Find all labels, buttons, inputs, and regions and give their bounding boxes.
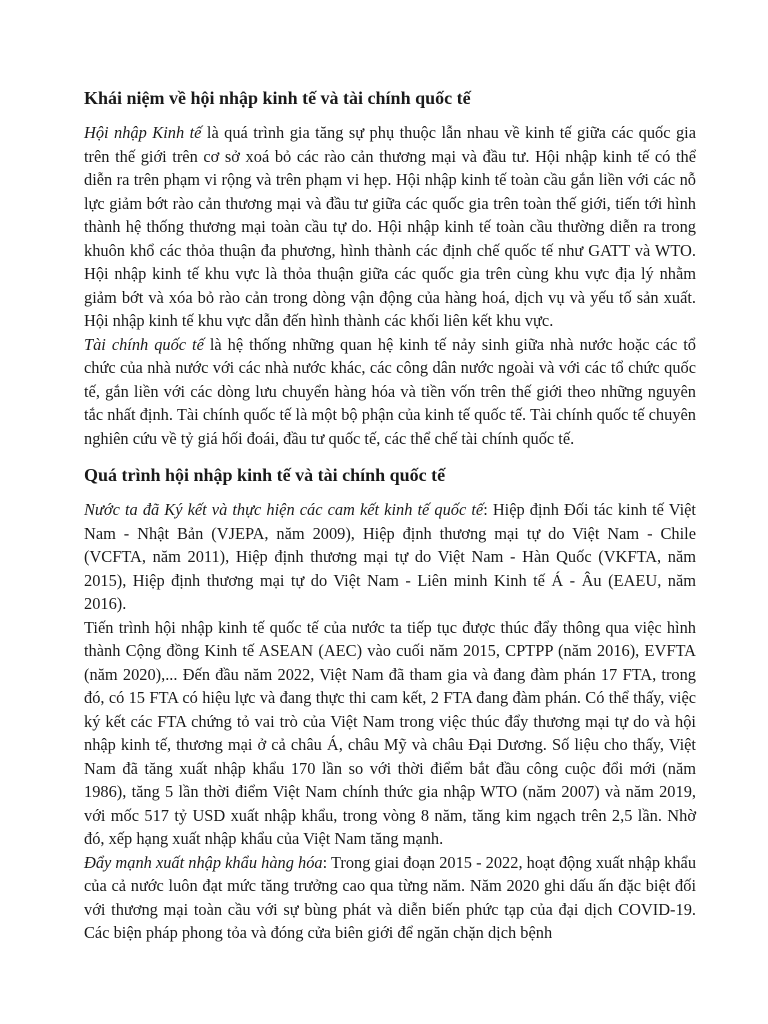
paragraph-commitments xyxy=(84,498,696,616)
paragraph-text: : Hiệp định Đối tác kinh tế Việt Nam - Nhật Bản (VJEPA, năm 2009), Hiệp định thương mại tự do Việt Nam - Chile (VCFTA, năm 2011), Hiệp định thương mại tự do Việt Nam - Hàn Quốc (VKFTA, năm 2015), Hiệp định thương mại tự do Việt Nam - Liên minh Kinh tế Á - Âu (EAEU, năm 2016). xyxy=(84,500,696,613)
heading-process: Quá trình hội nhập kinh tế và tài chính quốc tế xyxy=(84,465,446,485)
document-page xyxy=(84,86,696,945)
paragraph-text: Tiến trình hội nhập kinh tế quốc tế của nước ta tiếp tục được thúc đẩy thông qua việc hình thành Cộng đồng Kinh tế ASEAN (AEC) vào cuối năm 2015, CPTPP (năm 2016), EVFTA (năm 2020),... Đến đầu năm 2022, Việt Nam đã tham gia và đang đàm phán 17 FTA, trong đó, có 15 FTA có hiệu lực và đang thực thi cam kết, 2 FTA đang đàm phán. Có thể thấy, việc ký kết các FTA chứng tỏ vai trò của Việt Nam trong việc thúc đẩy thương mại tự do và hội nhập kinh tế, thương mại ở cả châu Á, châu Mỹ và châu Đại Dương. Số liệu cho thấy, Việt Nam đã tăng xuất nhập khẩu 170 lần so với thời điểm bắt đầu công cuộc đổi mới (năm 1986), tăng 5 lần thời điểm Việt Nam chính thức gia nhập WTO (năm 2007) và năm 2019, với mốc 517 tỷ USD xuất nhập khẩu, trong vòng 8 năm, tăng kim ngạch trên 2,5 lần. Nhờ đó, xếp hạng xuất nhập khẩu của Việt Nam tăng mạnh. xyxy=(84,617,696,848)
term-international-finance: Tài chính quốc tế xyxy=(84,334,204,354)
paragraph-trade-promotion xyxy=(84,851,696,945)
paragraph-text: : Trong giai đoạn 2015 - 2022, hoạt động xuất nhập khẩu của cả nước luôn đạt mức tăng trưởng cao qua từng năm. Năm 2020 ghi dấu ấn đặc biệt đối với thương mại toàn cầu với sự bùng phát và diễn biến phức tạp của đại dịch COVID-19. Các biện pháp phong tỏa và đóng cửa biên giới để ngăn chặn dịch bệnh xyxy=(84,852,697,942)
term-economic-integration: Hội nhập Kinh tế xyxy=(84,123,202,142)
paragraph-economic-integration xyxy=(84,121,696,333)
paragraph-text: là quá trình gia tăng sự phụ thuộc lẫn nhau về kinh tế giữa các quốc gia trên thế giới trên cơ sở xoá bỏ các rào cản thương mại và đầu tư. Hội nhập kinh tế có thể diễn ra trên phạm vi rộng và trên phạm vi hẹp. Hội nhập kinh tế toàn cầu gắn liền với các nỗ lực giảm bớt rào cản thương mại và đầu tư giữa các quốc gia trên toàn thế giới, tiến tới hình thành hệ thống thương mại toàn cầu tự do. Hội nhập kinh tế toàn cầu thường diễn ra trong khuôn khổ các thỏa thuận đa phương, hình thành các định chế quốc tế như GATT và WTO. Hội nhập kinh tế khu vực là thỏa thuận giữa các quốc gia trên cùng khu vực địa lý nhằm giảm bớt và xóa bỏ rào cản trong dòng vận động của hàng hoá, dịch vụ và yếu tố sản xuất. Hội nhập kinh tế khu vực dẫn đến hình thành các khối liên kết khu vực. xyxy=(84,123,696,330)
paragraph-text: là hệ thống những quan hệ kinh tế nảy sinh giữa nhà nước hoặc các tổ chức của nhà nước với các nhà nước khác, các công dân nước ngoài và với các tổ chức quốc tế, gắn liền với các dòng lưu chuyển hàng hóa và tiền vốn trên thế giới theo những nguyên tắc nhất định. Tài chính quốc tế là một bộ phận của kinh tế quốc tế. Tài chính quốc tế chuyên nghiên cứu về tỷ giá hối đoái, đầu tư quốc tế, các thể chế tài chính quốc tế. xyxy=(84,334,697,448)
paragraph-international-finance xyxy=(84,333,696,451)
heading-concepts: Khái niệm về hội nhập kinh tế và tài chính quốc tế xyxy=(84,88,471,108)
term-trade-promotion: Đẩy mạnh xuất nhập khẩu hàng hóa xyxy=(84,852,323,872)
term-commitments: Nước ta đã Ký kết và thực hiện các cam kết kinh tế quốc tế xyxy=(84,500,484,519)
paragraph-integration-progress xyxy=(84,616,696,851)
